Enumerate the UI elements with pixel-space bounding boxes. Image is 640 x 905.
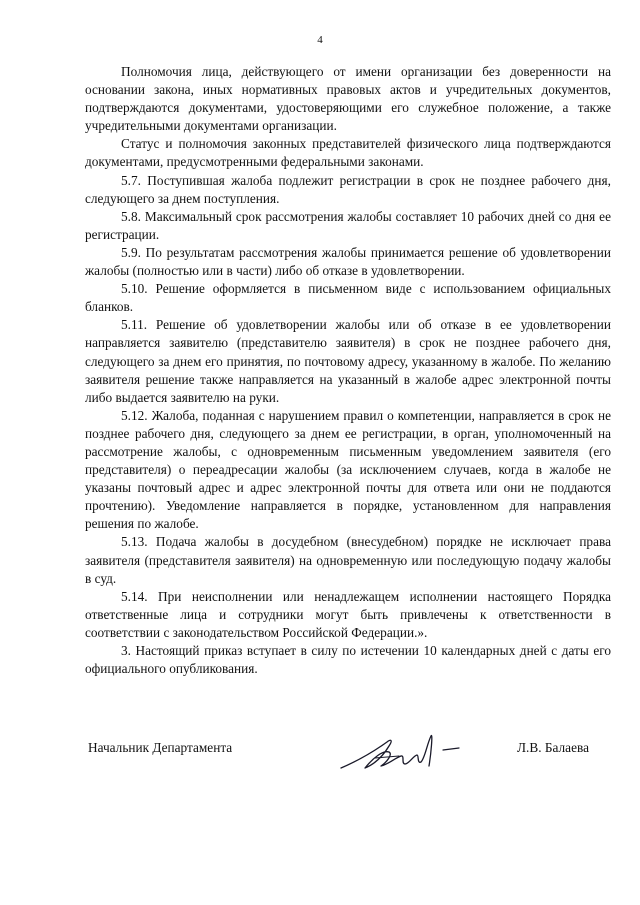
paragraph-5-10: 5.10. Решение оформляется в письменном виде с использованием официальных бланков. [85, 281, 611, 315]
paragraph-5-8: 5.8. Максимальный срок рассмотрения жалобы составляет 10 рабочих дней со дня ее регистрации. [85, 208, 611, 242]
paragraph-5-12: 5.12. Жалоба, поданная с нарушением правил о компетенции, направляется в срок не позднее рабочего дня, следующего за днем ее регистрации, в орган, уполномоченный на рассмотрение жалобы, с одновременным письменным уведомлением заявителя (его представителя) о переадресации жалобы (за исключением случаев, когда в жалобе не указаны почтовый адрес и адрес электронной почты для ответа или они не поддаются прочтению). Уведомление направляется в порядке, установленном для направления решения по жалобе. [85, 407, 611, 532]
paragraph-representative-powers: Полномочия лица, действующего от имени организации без доверенности на основании закона, иных нормативных правовых актов и учредительных документов, подтверждаются документами, удостоверяющими его служебное положение, а также учредительными документами организации. [85, 64, 611, 134]
paragraph-effective-date: 3. Настоящий приказ вступает в силу по истечении 10 календарных дней с даты его официального опубликования. [85, 643, 611, 677]
page-number: 4 [317, 34, 323, 46]
paragraph-5-14: 5.14. При неисполнении или ненадлежащем исполнении настоящего Порядка ответственные лица и сотрудники могут быть привлечены к ответственности в соответствии с законодательством Российской Федерации.». [85, 588, 611, 640]
handwritten-signature [335, 728, 475, 778]
signatory-name: Л.В. Балаева [517, 740, 589, 755]
paragraph-5-11: 5.11. Решение об удовлетворении жалобы или об отказе в ее удовлетворении направляется заявителю (представителю заявителя) в срок не позднее рабочего дня, следующего за днем его принятия, по почтовому адресу, указанному в жалобе. По желанию заявителя решение также направляется на указанный в жалобе адрес электронной почты либо выдается заявителю на руки. [85, 317, 611, 405]
document-body [85, 63, 611, 678]
paragraph-5-13: 5.13. Подача жалобы в досудебном (внесудебном) порядке не исключает права заявителя (представителя заявителя) на одновременную или последующую подачу жалобы в суд. [85, 534, 611, 586]
paragraph-5-7: 5.7. Поступившая жалоба подлежит регистрации в срок не позднее рабочего дня, следующего за днем поступления. [85, 172, 611, 206]
signatory-position: Начальник Департамента [88, 740, 233, 755]
signature-block [85, 728, 611, 778]
paragraph-legal-representatives: Статус и полномочия законных представителей физического лица подтверждаются документами, предусмотренными федеральными законами. [85, 136, 611, 170]
paragraph-5-9: 5.9. По результатам рассмотрения жалобы принимается решение об удовлетворении жалобы (полностью или в части) либо об отказе в удовлетворении. [85, 244, 611, 279]
